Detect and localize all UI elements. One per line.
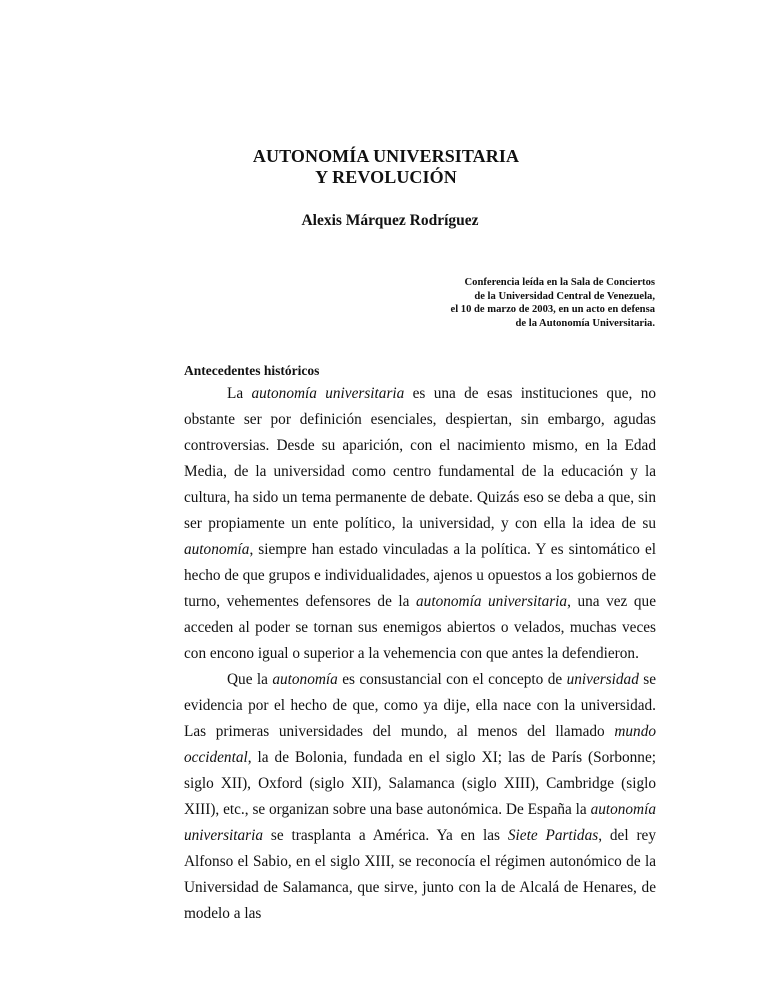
text-segment: Que la [227,671,273,688]
title-text-2: Y REVOLUCIÓN [315,167,457,187]
text-segment: es consustancial con el concepto de [337,671,567,688]
italic-segment: Siete Partidas [507,827,599,844]
text-segment: se evidencia por el hecho de que, como ya dije, ella nace con la universidad. Las primeras universidades del mundo, al menos del llamado [184,671,656,740]
text-segment: , del rey Alfonso el Sabio, en el siglo XIII, se reconocía el régimen autonómico de la Universidad de Salamanca, que sirve, junto con la de Alcalá de Henares, de modelo a las [184,827,656,922]
text-segment: La [227,385,252,402]
author-name: Alexis Márquez Rodríguez [301,212,479,229]
italic-segment: autonomía [184,541,250,558]
italic-segment: autonomía universitaria [184,801,656,844]
note-line: de la Universidad Central de Venezuela, [474,290,655,302]
note-line: el 10 de marzo de 2003, en un acto en defensa [450,304,655,315]
note-line: Conferencia leída en la Sala de Conciertos [464,277,655,288]
section-heading: Antecedentes históricos [184,363,320,378]
text-segment: , siempre han estado vinculadas a la política. Y es sintomático el hecho de que grupos e individualidades, ajenos u opuestos a los gobiernos de turno, vehementes defensores de la [184,541,656,610]
body-text [184,381,656,927]
italic-segment: autonomía universitaria [416,593,568,610]
paragraph [184,381,656,667]
note-line: de la Autonomía Universitaria. [515,317,655,329]
italic-segment: mundo occidental [184,723,656,766]
paragraph [184,667,656,927]
italic-segment: autonomía universitaria [251,385,405,402]
document-title-line-1 [0,145,768,167]
text-segment: se trasplanta a América. Ya en las [263,827,508,844]
document-title-line-2 [0,166,768,188]
title-text-1: AUTONOMÍA UNIVERSITARIA [252,146,520,166]
italic-segment: autonomía [272,671,338,688]
text-segment: , la de Bolonia, fundada en el siglo XI; las de París (Sorbonne; siglo XII), Oxford (siglo XII), Salamanca (siglo XIII), Cambridge (siglo XIII), etc., se organizan sobre una base autonómica. De España la [184,749,656,818]
text-segment: , una vez que acceden al poder se tornan sus enemigos abiertos o velados, muchas veces con encono igual o superior a la vehemencia con que antes la defendieron. [184,593,656,662]
conference-note [451,276,656,330]
italic-segment: universidad [566,671,639,688]
text-segment: es una de esas instituciones que, no obstante ser por definición esenciales, despiertan, sin embargo, agudas controversias. Desde su aparición, con el nacimiento mismo, en la Edad Media, de la universidad como centro fundamental de la educación y la cultura, ha sido un tema permanente de debate. Quizás eso se deba a que, sin ser propiamente un ente político, la universidad, y con ella la idea de su [184,385,656,532]
